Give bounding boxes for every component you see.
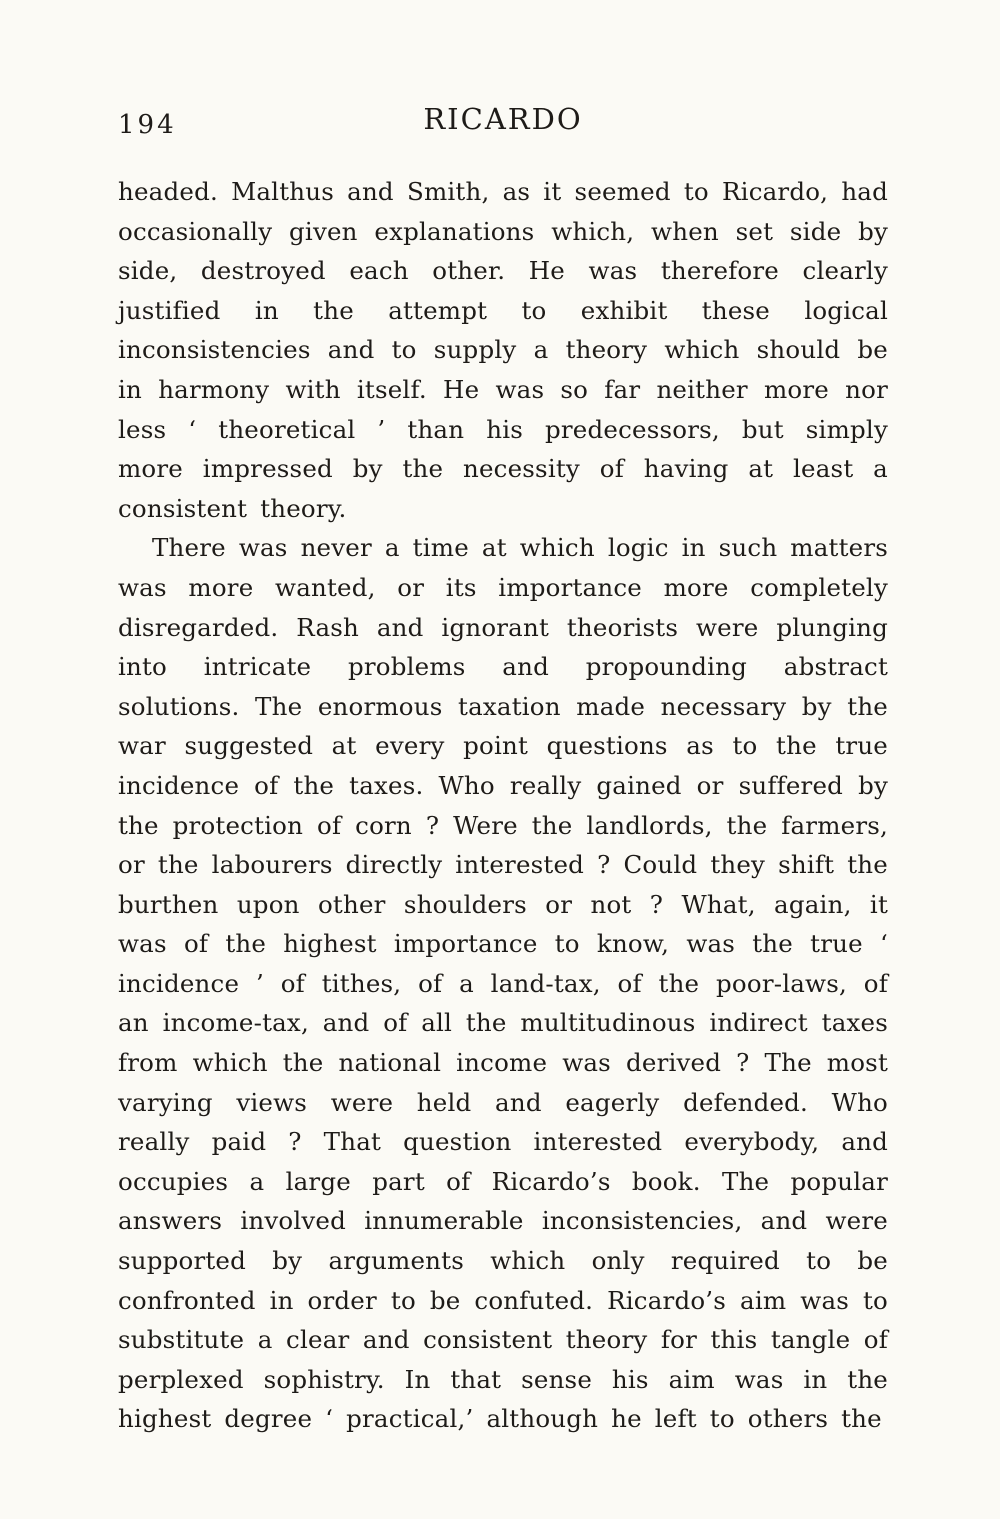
- page-body: [118, 172, 888, 1439]
- paragraph: There was never a time at which logic in such matters was more wanted, or its importance more completely disregarded. Rash and ignorant theorists were plunging into intricate problems and propounding abstract solutions. The enormous taxation made necessary by the war suggested at every point questions as to the true incidence of the taxes. Who really gained or suffered by the protection of corn ? Were the landlords, the farmers, or the labourers directly interested ? Could they shift the burthen upon other shoulders or not ? What, again, it was of the highest importance to know, was the true ‘ incidence ’ of tithes, of a land-tax, of the poor-laws, of an income-tax, and of all the multitudinous indirect taxes from which the national income was derived ? The most varying views were held and eagerly defended. Who really paid ? That question interested everybody, and occupies a large part of Ricardo’s book. The popular answers involved innumerable inconsistencies, and were supported by arguments which only required to be confronted in order to be confuted. Ricardo’s aim was to substitute a clear and consistent theory for this tangle of perplexed sophistry. In that sense his aim was in the highest degree ‘ practical,’ although he left to others the: [118, 533, 888, 1434]
- page-number: 194: [118, 110, 177, 140]
- running-head: RICARDO: [423, 102, 583, 136]
- book-page: [118, 102, 888, 1439]
- paragraph: headed. Malthus and Smith, as it seemed to Ricardo, had occasionally given explanations which, when set side by side, destroyed each other. He was therefore clearly justified in the attempt to exhibit these logical inconsistencies and to supply a theory which should be in harmony with itself. He was so far neither more nor less ‘ theoretical ’ than his predecessors, but simply more impressed by the necessity of having at least a consistent theory.: [118, 177, 888, 523]
- page-header: [118, 102, 888, 146]
